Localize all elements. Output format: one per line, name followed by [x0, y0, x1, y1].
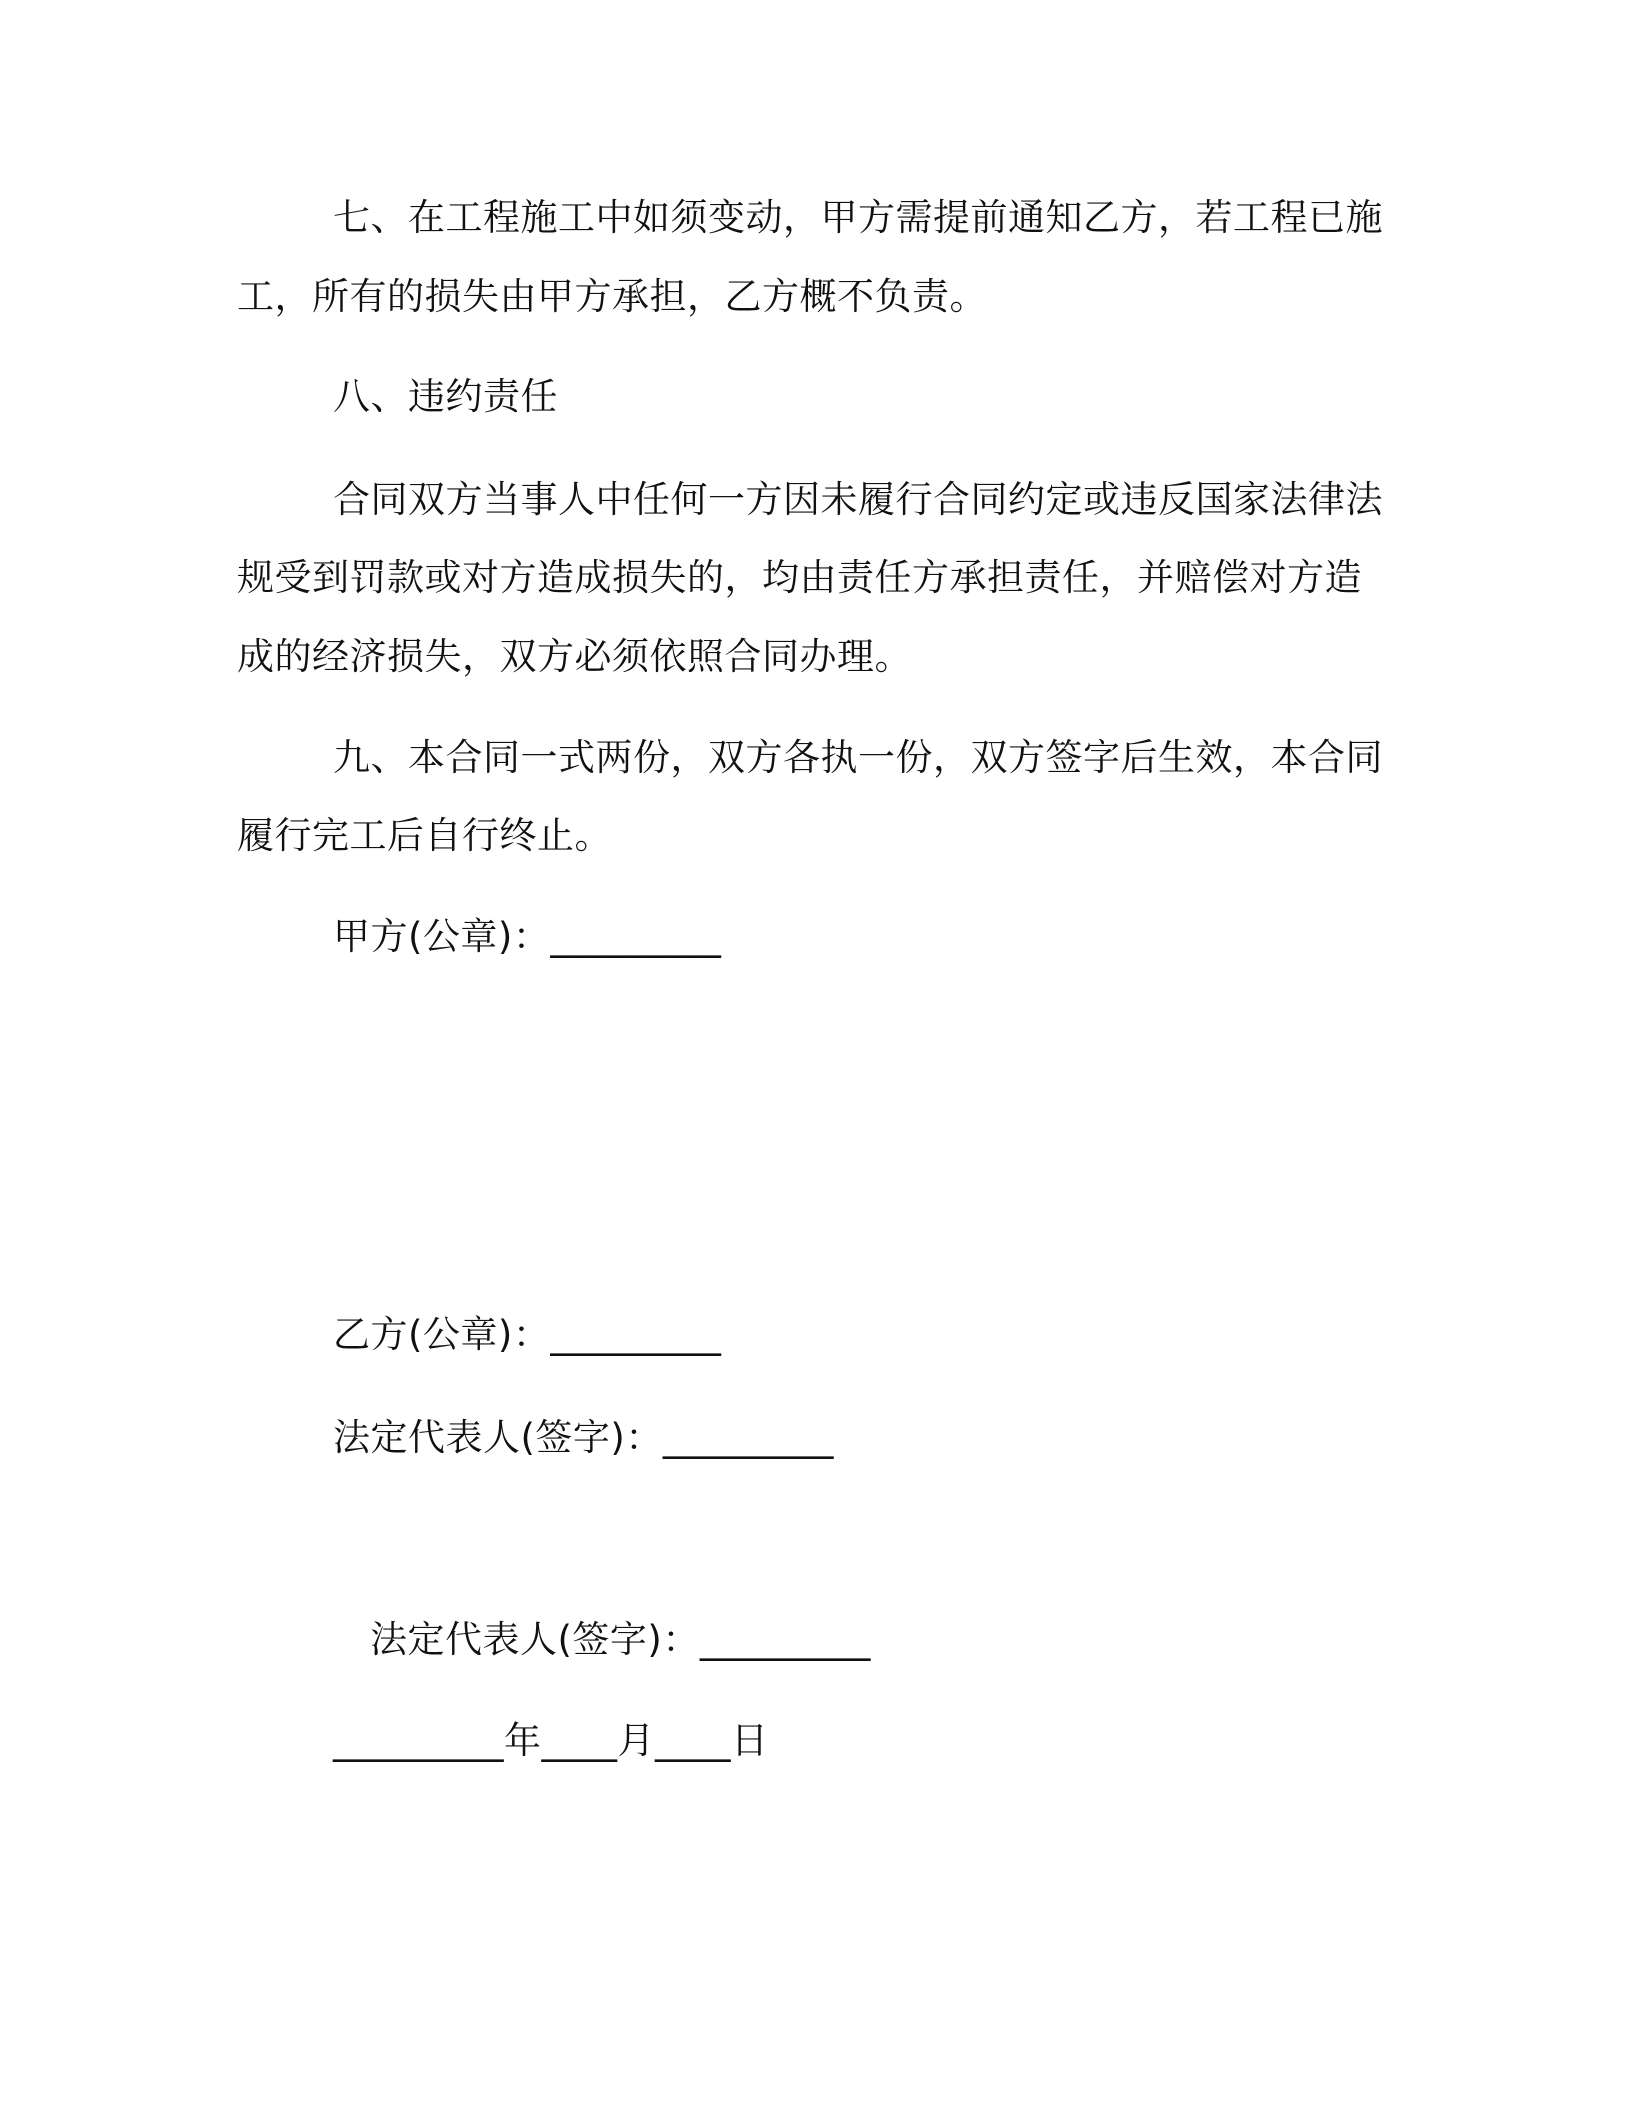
- breach-line-1: 合同双方当事人中任何一方因未履行合同约定或违反国家法律法: [333, 478, 1383, 521]
- breach-line-3: 成的经济损失，双方必须依照合同办理。: [237, 635, 912, 678]
- breach-line-2: 规受到罚款或对方造成损失的，均由责任方承担责任，并赔偿对方造: [237, 556, 1362, 599]
- party-b-seal-line: 乙方(公章)：_________: [333, 1313, 722, 1356]
- legal-rep-signature-line-1: 法定代表人(签字)：_________: [333, 1416, 834, 1459]
- legal-rep-signature-line-2: 法定代表人(签字)：_________: [370, 1618, 871, 1661]
- clause-9-line-1: 九、本合同一式两份，双方各执一份，双方签字后生效，本合同: [333, 736, 1383, 779]
- clause-8-heading: 八、违约责任: [333, 375, 558, 418]
- date-line: _________年____月____日: [333, 1719, 769, 1762]
- clause-9-line-2: 履行完工后自行终止。: [237, 814, 612, 857]
- clause-7-line-1: 七、在工程施工中如须变动，甲方需提前通知乙方，若工程已施: [333, 196, 1383, 239]
- party-a-seal-line: 甲方(公章)：_________: [333, 915, 722, 958]
- clause-7-line-2: 工，所有的损失由甲方承担，乙方概不负责。: [237, 275, 987, 318]
